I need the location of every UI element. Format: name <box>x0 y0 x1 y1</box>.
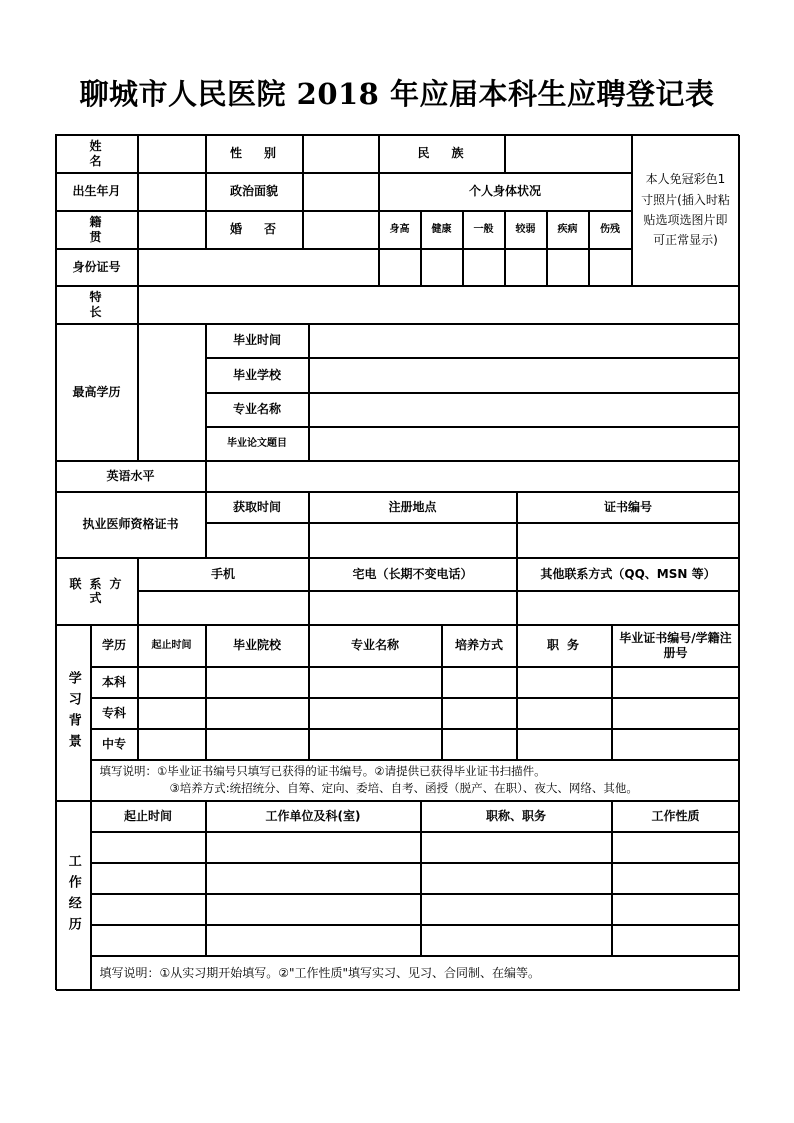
physical-check[interactable] <box>463 249 505 286</box>
physical-label: 个人身体状况 <box>379 173 632 211</box>
physical-item: 伤残 <box>589 211 632 249</box>
other-contact-field[interactable] <box>517 591 740 625</box>
physical-check[interactable] <box>589 249 632 286</box>
work-cell[interactable] <box>91 832 206 863</box>
gender-label: 性别 <box>206 135 303 173</box>
marital-field[interactable] <box>303 211 379 249</box>
work-header: 工作性质 <box>612 801 740 832</box>
work-cell[interactable] <box>421 894 612 925</box>
work-note: 填写说明：①从实习期开始填写。②"工作性质"填写实习、见习、合同制、在编等。 <box>91 956 740 991</box>
study-cell[interactable] <box>206 667 309 698</box>
work-cell[interactable] <box>91 863 206 894</box>
study-header: 毕业院校 <box>206 625 309 667</box>
study-cell[interactable] <box>517 729 612 760</box>
politics-label: 政治面貌 <box>206 173 303 211</box>
acquire-time-field[interactable] <box>206 523 309 558</box>
reg-place-label: 注册地点 <box>309 492 517 523</box>
study-note-line-1: 填写说明：①毕业证书编号只填写已获得的证书编号。②请提供已获得毕业证书扫描件。 <box>99 763 546 778</box>
study-cell[interactable] <box>612 698 740 729</box>
work-cell[interactable] <box>91 894 206 925</box>
ethnicity-field[interactable] <box>505 135 632 173</box>
home-phone-label: 宅电（长期不变电话） <box>309 558 517 591</box>
study-cell[interactable] <box>309 667 442 698</box>
major-field[interactable] <box>309 393 740 427</box>
study-cell[interactable] <box>138 698 206 729</box>
work-header: 职称、职务 <box>421 801 612 832</box>
work-cell[interactable] <box>206 863 421 894</box>
study-cell[interactable] <box>612 729 740 760</box>
physical-check[interactable] <box>379 249 421 286</box>
name-label: 姓名 <box>56 135 138 173</box>
study-header: 专业名称 <box>309 625 442 667</box>
specialty-label: 特长 <box>56 286 138 324</box>
id-number-field[interactable] <box>138 249 379 286</box>
work-header: 工作单位及科(室) <box>206 801 421 832</box>
politics-field[interactable] <box>303 173 379 211</box>
study-cell[interactable] <box>442 667 517 698</box>
study-cell[interactable] <box>206 698 309 729</box>
study-note <box>91 760 740 801</box>
cert-no-label: 证书编号 <box>517 492 740 523</box>
work-cell[interactable] <box>421 925 612 956</box>
thesis-label: 毕业论文题目 <box>206 427 309 461</box>
gender-field[interactable] <box>303 135 379 173</box>
cert-no-field[interactable] <box>517 523 740 558</box>
native-place-label: 籍贯 <box>56 211 138 249</box>
study-header: 起止时间 <box>138 625 206 667</box>
grad-school-label: 毕业学校 <box>206 358 309 393</box>
native-place-field[interactable] <box>138 211 206 249</box>
study-cell[interactable] <box>442 698 517 729</box>
study-cell[interactable] <box>517 667 612 698</box>
home-phone-field[interactable] <box>309 591 517 625</box>
form-title: 聊城市人民医院 2018 年应届本科生应聘登记表 <box>79 77 715 111</box>
ethnicity-label: 民族 <box>379 135 505 173</box>
work-cell[interactable] <box>206 925 421 956</box>
study-cell[interactable] <box>206 729 309 760</box>
physical-item: 较弱 <box>505 211 547 249</box>
education-field[interactable] <box>138 324 206 461</box>
birth-label: 出生年月 <box>56 173 138 211</box>
study-cell[interactable] <box>138 729 206 760</box>
work-cell[interactable] <box>612 832 740 863</box>
study-header: 职务 <box>517 625 612 667</box>
license-label: 执业医师资格证书 <box>56 492 206 558</box>
major-label: 专业名称 <box>206 393 309 427</box>
study-cell[interactable] <box>309 698 442 729</box>
study-cell[interactable] <box>612 667 740 698</box>
physical-item: 疾病 <box>547 211 589 249</box>
study-label: 学习背景 <box>56 625 91 801</box>
study-row-label: 中专 <box>91 729 138 760</box>
study-row-label: 本科 <box>91 667 138 698</box>
grad-time-label: 毕业时间 <box>206 324 309 358</box>
study-cell[interactable] <box>442 729 517 760</box>
reg-place-field[interactable] <box>309 523 517 558</box>
physical-check[interactable] <box>421 249 463 286</box>
work-cell[interactable] <box>612 925 740 956</box>
work-cell[interactable] <box>612 894 740 925</box>
study-cell[interactable] <box>309 729 442 760</box>
thesis-field[interactable] <box>309 427 740 461</box>
work-cell[interactable] <box>206 894 421 925</box>
study-note-line-2: ③培养方式:统招统分、自筹、定向、委培、自考、函授（脱产、在职）、夜大、网络、其他。 <box>169 781 638 795</box>
acquire-time-label: 获取时间 <box>206 492 309 523</box>
name-field[interactable] <box>138 135 206 173</box>
physical-check[interactable] <box>505 249 547 286</box>
other-contact-label: 其他联系方式（QQ、MSN 等） <box>517 558 740 591</box>
study-header: 毕业证书编号/学籍注册号 <box>612 625 740 667</box>
work-label: 工作经历 <box>56 801 91 991</box>
id-number-label: 身份证号 <box>56 249 138 286</box>
mobile-label: 手机 <box>138 558 309 591</box>
study-header: 学历 <box>91 625 138 667</box>
grad-time-field[interactable] <box>309 324 740 358</box>
study-header: 培养方式 <box>442 625 517 667</box>
english-field[interactable] <box>206 461 740 492</box>
work-cell[interactable] <box>91 925 206 956</box>
physical-item: 健康 <box>421 211 463 249</box>
birth-field[interactable] <box>138 173 206 211</box>
grad-school-field[interactable] <box>309 358 740 393</box>
physical-check[interactable] <box>547 249 589 286</box>
physical-item: 一般 <box>463 211 505 249</box>
specialty-field[interactable] <box>138 286 740 324</box>
marital-label: 婚否 <box>206 211 303 249</box>
english-label: 英语水平 <box>56 461 206 492</box>
work-cell[interactable] <box>206 832 421 863</box>
work-cell[interactable] <box>612 863 740 894</box>
registration-form-table <box>55 134 739 990</box>
work-cell[interactable] <box>421 863 612 894</box>
mobile-field[interactable] <box>138 591 309 625</box>
study-cell[interactable] <box>517 698 612 729</box>
study-row-label: 专科 <box>91 698 138 729</box>
education-label: 最高学历 <box>56 324 138 461</box>
work-header: 起止时间 <box>91 801 206 832</box>
study-cell[interactable] <box>138 667 206 698</box>
physical-item: 身高 <box>379 211 421 249</box>
contact-label: 联系方式 <box>56 558 138 625</box>
photo-placeholder[interactable]: 本人免冠彩色1寸照片(插入时粘贴选项选图片即可正常显示) <box>632 135 740 286</box>
work-cell[interactable] <box>421 832 612 863</box>
